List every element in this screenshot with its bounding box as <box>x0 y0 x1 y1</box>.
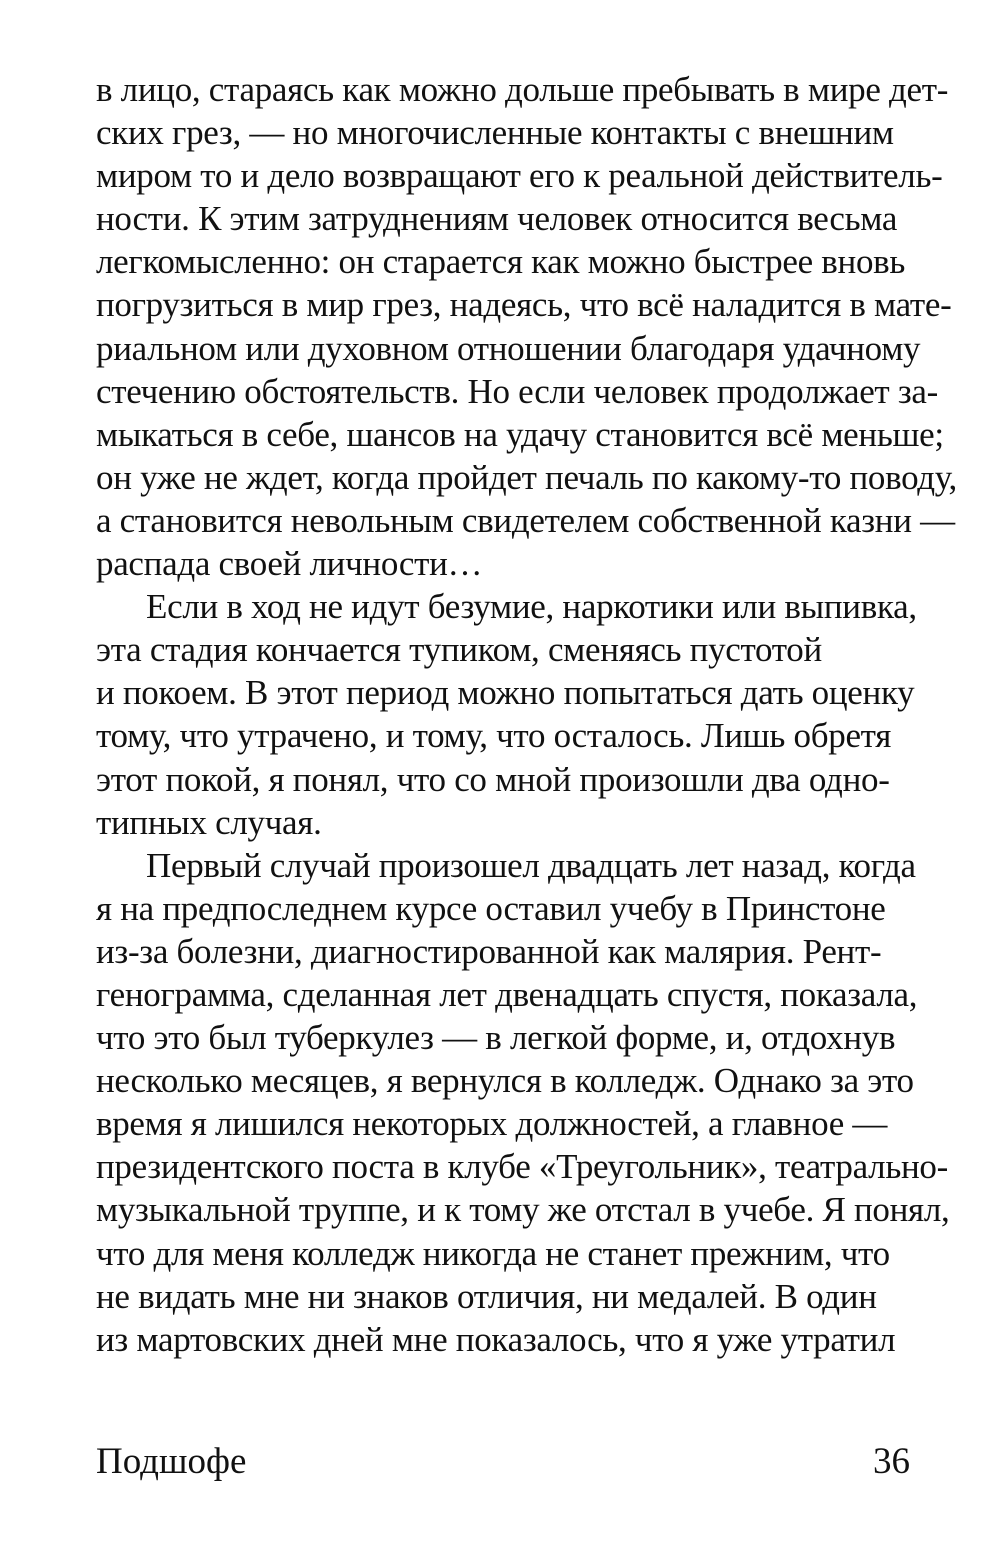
text-line: что для меня колледж никогда не станет прежним, что <box>96 1233 890 1273</box>
text-line: он уже не ждет, когда пройдет печаль по какому-то поводу, <box>96 457 957 497</box>
text-line: распада своей личности… <box>96 544 483 584</box>
text-line: риальном или духовном отношении благодаря удачному <box>96 328 921 368</box>
text-line: время я лишился некоторых должностей, а главное — <box>96 1104 888 1144</box>
text-line: из-за болезни, диагностированной как малярия. Рент- <box>96 931 882 971</box>
text-line: эта стадия кончается тупиком, сменяясь пустотой <box>96 630 822 670</box>
running-footer-title: Подшофе <box>96 1441 247 1482</box>
text-line: генограмма, сделанная лет двенадцать спустя, показала, <box>96 974 918 1014</box>
text-line: стечению обстоятельств. Но если человек продолжает за- <box>96 371 938 411</box>
text-line: ности. К этим затруднениям человек относится весьма <box>96 199 898 239</box>
text-line: тому, что утрачено, и тому, что осталось. Лишь обретя <box>96 716 892 756</box>
text-line: а становится невольным свидетелем собственной казни — <box>96 500 955 540</box>
text-line: в лицо, стараясь как можно дольше пребывать в мире дет- <box>96 70 949 109</box>
page-number: 36 <box>873 1441 910 1482</box>
text-line: и покоем. В этот период можно попытаться дать оценку <box>96 673 915 713</box>
text-line: президентского поста в клубе «Треугольник», театрально- <box>96 1147 948 1187</box>
text-line: мыкаться в себе, шансов на удачу становится всё меньше; <box>96 414 944 454</box>
text-line: что это был туберкулез — в легкой форме, и, отдохнув <box>96 1018 896 1058</box>
text-line: погрузиться в мир грез, надеясь, что всё наладится в мате- <box>96 285 952 325</box>
text-line: несколько месяцев, я вернулся в колледж. Однако за это <box>96 1061 914 1101</box>
text-line: из мартовских дней мне показалось, что я уже утратил <box>96 1319 896 1359</box>
text-line: музыкальной труппе, и к тому же отстал в учебе. Я понял, <box>96 1190 950 1230</box>
text-line: я на предпоследнем курсе оставил учебу в Принстоне <box>96 888 886 928</box>
text-line: этот покой, я понял, что со мной произошли два одно- <box>96 759 890 799</box>
body-text <box>96 68 957 1361</box>
text-line: ских грез, — но многочисленные контакты с внешним <box>96 113 894 153</box>
text-line: миром то и дело возвращают его к реальной действитель- <box>96 156 943 196</box>
text-line: не видать мне ни знаков отличия, ни медалей. В один <box>96 1276 877 1316</box>
paragraph-start-line: Первый случай произошел двадцать лет назад, когда <box>146 845 916 885</box>
text-line: типных случая. <box>96 802 322 842</box>
text-line: легкомысленно: он старается как можно быстрее вновь <box>96 242 906 282</box>
paragraph-start-line: Если в ход не идут безумие, наркотики или выпивка, <box>146 587 917 627</box>
